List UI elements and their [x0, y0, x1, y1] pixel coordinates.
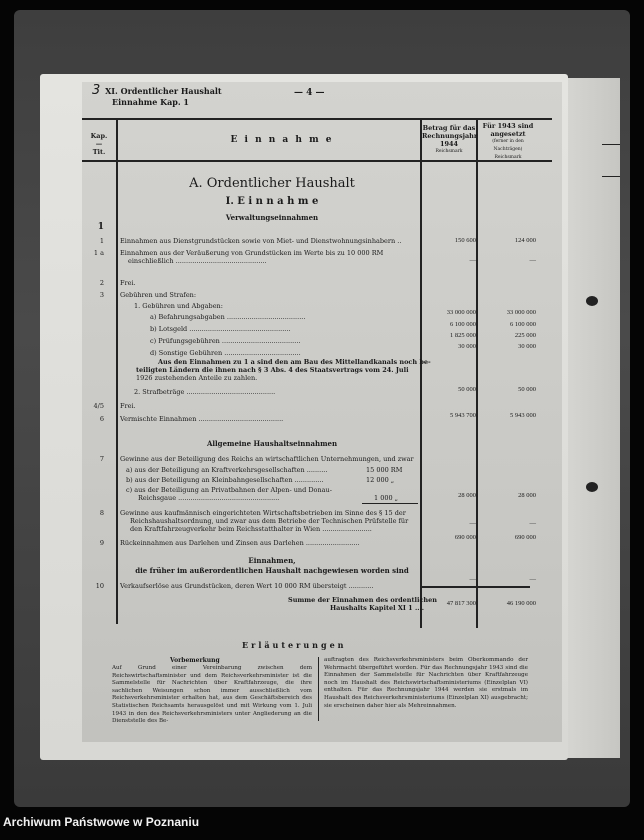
amount-1943: 28 000 — [518, 492, 536, 499]
line-item: a) aus der Beteiligung an Kraftverkehrsgesellschaften .......... — [126, 466, 328, 474]
amount-1944: — — [469, 257, 476, 264]
line-item: c) Prüfungsgebühren ...................................... — [150, 337, 301, 345]
table-top-rule — [82, 118, 552, 120]
betrag-column-rule — [420, 118, 422, 628]
column-header-einnahme: E i n n a h m e — [230, 135, 334, 145]
amount-1943: 690 000 — [514, 534, 536, 541]
amount-1943: 30 000 — [518, 343, 536, 350]
main-title: A. Ordentlicher Haushalt — [189, 176, 355, 191]
line-item-cont: Reichsgaue ................................................. — [138, 494, 280, 502]
archive-caption: Archiwum Państwowe w Poznaniu — [3, 815, 200, 829]
line-item: c) aus der Beteiligung an Privatbahnen der Alpen- und Donau- — [126, 486, 332, 494]
line-item: Gebühren und Strafen: — [120, 291, 197, 299]
line-item: Einnahmen aus Dienstgrundstücken sowie von Miet- und Dienstwohnungsinhabern .. — [120, 237, 402, 245]
footnote-line: Aus den Einnahmen zu 1 a sind den am Bau des Mittellandkanals noch be- — [158, 358, 431, 366]
group-heading: die früher im außerordentlichen Haushalt nachgewiesen worden sind — [135, 566, 409, 575]
amount-1944: 33 000 000 — [446, 309, 476, 316]
amount-1943: 124 000 — [514, 237, 536, 244]
line-item: d) Sonstige Gebühren ..................................... — [150, 349, 301, 357]
tit-number: 2 — [99, 279, 104, 287]
column-header-betrag-1944: Betrag für das Rechnungsjahr 1944 Reichsmark — [422, 124, 478, 154]
amount-1943: 225 000 — [514, 332, 536, 339]
page-number: — 4 — — [294, 88, 325, 98]
amount-1943: — — [529, 257, 536, 264]
amount-1943: — — [529, 576, 536, 583]
subsection-title: Einnahme Kap. 1 — [112, 97, 189, 107]
group-heading: Verwaltungseinnahmen — [225, 213, 319, 222]
footnote-line: teiligten Ländern die ihnen nach § 3 Abs. 4 des Staatsvertrags vom 24. Juli — [136, 366, 409, 374]
tit-number: 7 — [99, 455, 104, 463]
amount-1944: 30 000 — [458, 343, 476, 350]
handwritten-mark: 3 — [92, 83, 101, 98]
tit-number: 9 — [99, 539, 104, 547]
line-item: 2. Strafbeträge ........................................... — [134, 388, 276, 396]
sub-amount: 12 000 „ — [366, 476, 395, 484]
ansatz-column-rule — [476, 118, 478, 628]
line-item: Einnahmen aus der Veräußerung von Grundstücken im Werte bis zu 10 000 RM — [120, 249, 384, 257]
line-item: Gewinne aus kaufmännisch eingerichteten Wirtschaftsbetrieben im Sinne des § 15 der — [120, 509, 406, 517]
amount-1944: 150 600 — [454, 237, 476, 244]
notes-title: Erläuterungen — [242, 640, 347, 650]
punch-hole — [586, 296, 598, 306]
notes-divider — [318, 657, 319, 721]
column-header-kap: Kap. — Tit. — [90, 132, 108, 156]
amount-1944: 1 825 000 — [450, 332, 476, 339]
amount-1943: 50 000 — [518, 386, 536, 393]
group-heading: Allgemeine Haushaltseinnahmen — [206, 439, 338, 448]
adjacent-page-edge — [562, 78, 620, 758]
line-item: Vermischte Einnahmen ......................................... — [120, 415, 284, 423]
document-page — [40, 74, 568, 760]
line-item: 1. Gebühren und Abgaben: — [134, 302, 223, 310]
line-item: Frei. — [120, 279, 136, 287]
total-label: Haushalts Kapitel XI 1 .... — [330, 604, 424, 612]
tit-number: 6 — [99, 415, 104, 423]
tit-number: 3 — [99, 291, 104, 299]
kap-number: 1 — [97, 222, 104, 232]
section-heading: I. E i n n a h m e — [225, 196, 319, 207]
tit-number: 1 — [99, 237, 104, 245]
amount-1944: 690 000 — [454, 534, 476, 541]
sum-rule — [420, 586, 530, 588]
amount-1943: 6 100 000 — [510, 321, 536, 328]
tit-number: 10 — [95, 582, 104, 590]
amount-1944: 5 943 700 — [450, 412, 476, 419]
line-item: b) aus der Beteiligung an Kleinbahngesellschaften .............. — [126, 476, 324, 484]
total-label: Summe der Einnahmen des ordentlichen — [288, 596, 438, 604]
line-item: Gewinne aus der Beteiligung des Reichs an wirtschaftlichen Unternehmungen, und zwar — [120, 455, 414, 463]
page-header — [92, 85, 222, 108]
line-item: Rückeinnahmen aus Darlehen und Zinsen aus Darlehen .......................... — [120, 539, 360, 547]
amount-1944: — — [469, 520, 476, 527]
amount-1944: 28 000 — [458, 492, 476, 499]
amount-1943: 33 000 000 — [506, 309, 536, 316]
amount-1944: — — [469, 576, 476, 583]
section-title: XI. Ordentlicher Haushalt — [105, 86, 222, 96]
punch-hole — [586, 482, 598, 492]
line-item-cont: Reichshaushaltsordnung, und zwar aus dem Betriebe der Technischen Prüfstelle für — [130, 517, 409, 525]
amount-1944: 50 000 — [458, 386, 476, 393]
kap-column-rule — [116, 118, 118, 624]
document-body — [82, 82, 562, 742]
total-1943: 46 190 000 — [506, 600, 536, 607]
line-item-cont: einschließlich ............................................ — [128, 257, 267, 265]
line-item: Frei. — [120, 402, 136, 410]
notes-left-column: Auf Grund einer Vereinbarung zwischen dem Reichswirtschaftsminister und dem Reichsverkehrsminister ist die Sammelstelle für Nachrichten über Kraftfahrzeuge, die ihre sachlichen Weisungen schon immer ausschließlich vom Reichsverkehrsminister erhalten hat, aus dem Geschäftsbereich des Statistischen Reichsamts herausgelöst und mit Wirkung vom 1. Juli 1943 in den des Reichsverkehrsministers unter Angliederung an die Dienststelle des Be- — [112, 665, 312, 725]
footnote-line: 1926 zustehenden Anteile zu zahlen. — [136, 374, 258, 382]
adjacent-page-rule — [602, 176, 620, 177]
line-item: a) Befahrungsabgaben ...................................... — [150, 313, 306, 321]
amount-1943: 5 943 000 — [510, 412, 536, 419]
amount-1944: 6 100 000 — [450, 321, 476, 328]
tit-number: 8 — [99, 509, 104, 517]
notes-heading: Vorbemerkung — [170, 657, 220, 664]
adjacent-page-rule — [602, 144, 620, 145]
amount-1943: — — [529, 520, 536, 527]
line-item: Verkaufserlöse aus Grundstücken, deren Wert 10 000 RM übersteigt ............ — [120, 582, 374, 590]
sub-sum-rule — [362, 503, 418, 504]
column-header-ansatz-1943: Für 1943 sind angesetzt (ferner in den Nachträgen) Reichsmark — [482, 122, 534, 160]
tit-number: 1 a — [93, 249, 104, 257]
sub-amount: 15 000 RM — [366, 466, 403, 474]
notes-right-column: auftragten des Reichsverkehrsministers beim Oberkommando der Wehrmacht übergeführt worden. Für das Rechnungsjahr 1943 sind die Einnahmen der Sammelstelle für Nachrichten über Kraftfahrzeuge noch im Haushalt des Reichswirtschaftsministeriums (Einzelplan VI) enthalten. Für das Rechnungsjahr 1944 werden sie erstmals im Haushalt des Reichsverkehrsministeriums (Einzelplan XI) ausgebracht; sie erscheinen daher hier als Mehreinnahmen. — [324, 657, 528, 709]
line-item-cont: den Kraftfahrzeugverkehr beim Reichsstatthalter in Wien ........................ — [130, 525, 372, 533]
sub-amount: 1 000 „ — [374, 494, 399, 502]
line-item: b) Lotsgeld ................................................. — [150, 325, 291, 333]
total-1944: 47 817 300 — [446, 600, 476, 607]
tit-number: 4/5 — [93, 402, 104, 410]
group-heading: Einnahmen, — [248, 556, 296, 565]
